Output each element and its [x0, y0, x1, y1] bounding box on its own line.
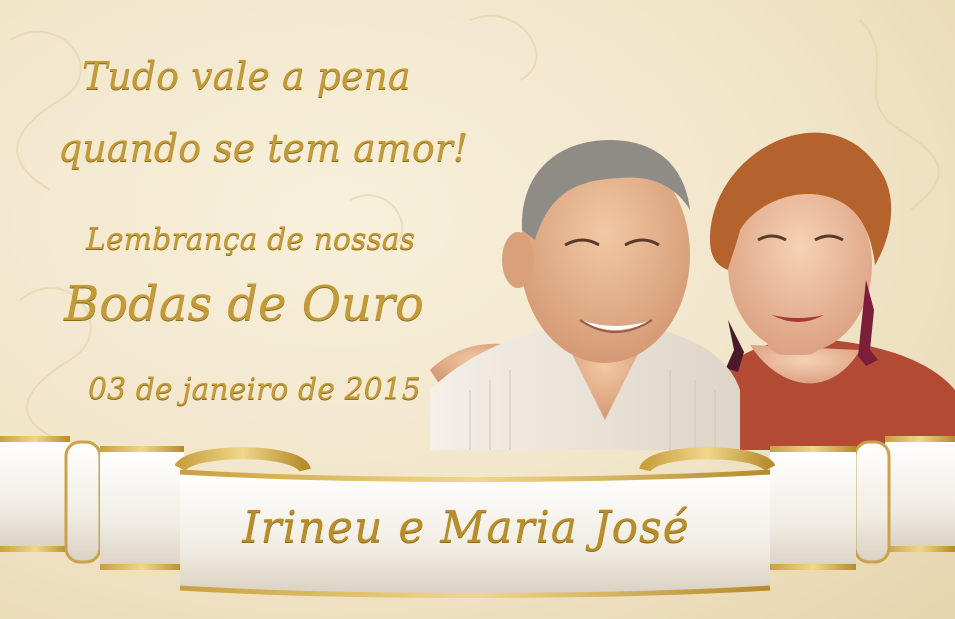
motto-line-2: quando se tem amor! [58, 126, 469, 170]
anniversary-title: Bodas de Ouro [64, 276, 424, 332]
motto-line-1: Tudo vale a pena [82, 54, 411, 98]
couple-names: Irineu e Maria José [242, 502, 690, 553]
anniversary-date: 03 de janeiro de 2015 [88, 372, 421, 407]
souvenir-line: Lembrança de nossas [86, 222, 416, 257]
